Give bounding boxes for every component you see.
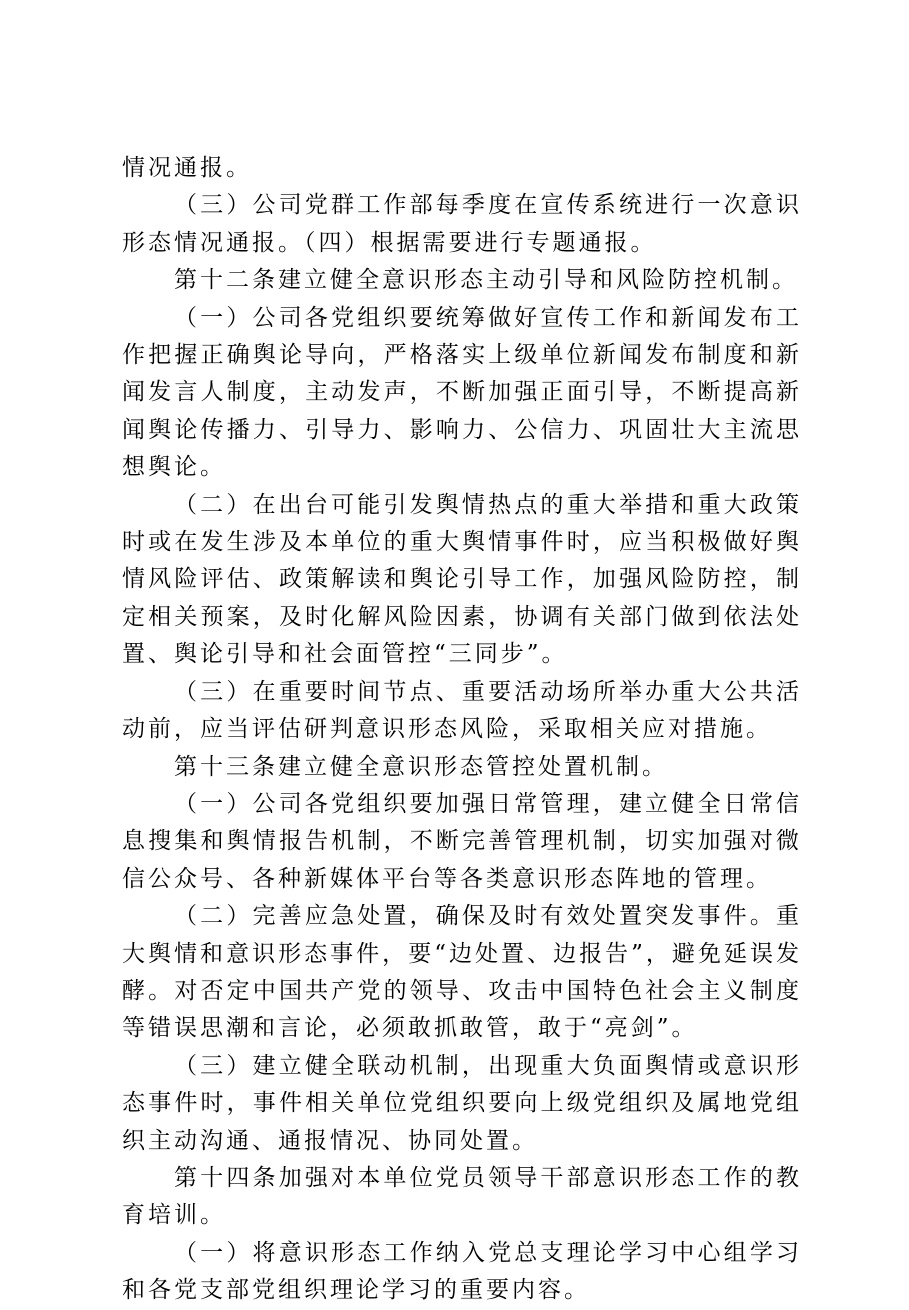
paragraph-2: （三）公司党群工作部每季度在宣传系统进行一次意识形态情况通报。（四）根据需要进行专题通报。 (122, 192, 802, 256)
paragraph-12: （一）将意识形态工作纳入党总支理论学习中心组学习和各党支部党组织理论学习的重要内容。 (122, 1239, 802, 1304)
paragraph-6: （三）在重要时间节点、重要活动场所举办重大公共活动前，应当评估研判意识形态风险，采取相关应对措施。 (122, 678, 802, 743)
paragraph-5: （二）在出台可能引发舆情热点的重大举措和重大政策时或在发生涉及本单位的重大舆情事件时，应当积极做好舆情风险评估、政策解读和舆论引导工作，加强风险防控，制定相关预案，及时化解风险因素，协调有关部门做到依法处置、舆论引导和社会面管控“三同步”。 (122, 491, 802, 668)
article-13-heading: 第十三条建立健全意识形态管控处置机制。 (174, 753, 668, 780)
article-12-heading: 第十二条建立健全意识形态主动引导和风险防控机制。 (174, 267, 798, 294)
paragraph-8: （一）公司各党组织要加强日常管理，建立健全日常信息搜集和舆情报告机制，不断完善管理机制，切实加强对微信公众号、各种新媒体平台等各类意识形态阵地的管理。 (122, 790, 802, 892)
paragraph-4: （一）公司各党组织要统筹做好宣传工作和新闻发布工作把握正确舆论导向，严格落实上级单位新闻发布制度和新闻发言人制度，主动发声，不断加强正面引导，不断提高新闻舆论传播力、引导力、影响力、公信力、巩固壮大主流思想舆论。 (122, 304, 802, 481)
paragraph-10: （三）建立健全联动机制，出现重大负面舆情或意识形态事件时，事件相关单位党组织要向上级党组织及属地党组织主动沟通、通报情况、协同处置。 (122, 1052, 802, 1154)
document-body (122, 150, 802, 1310)
article-14-heading: 第十四条加强对本单位党员领导干部意识形态工作的教育培训。 (122, 1164, 802, 1229)
paragraph-1: 情况通报。 (122, 155, 252, 181)
paragraph-9: （二）完善应急处置，确保及时有效处置突发事件。重大舆情和意识形态事件，要“边处置、边报告”，避免延误发酵。对否定中国共产党的领导、攻击中国特色社会主义制度等错误思潮和言论，必须敢抓敢管，敢于“亮剑”。 (122, 903, 802, 1042)
